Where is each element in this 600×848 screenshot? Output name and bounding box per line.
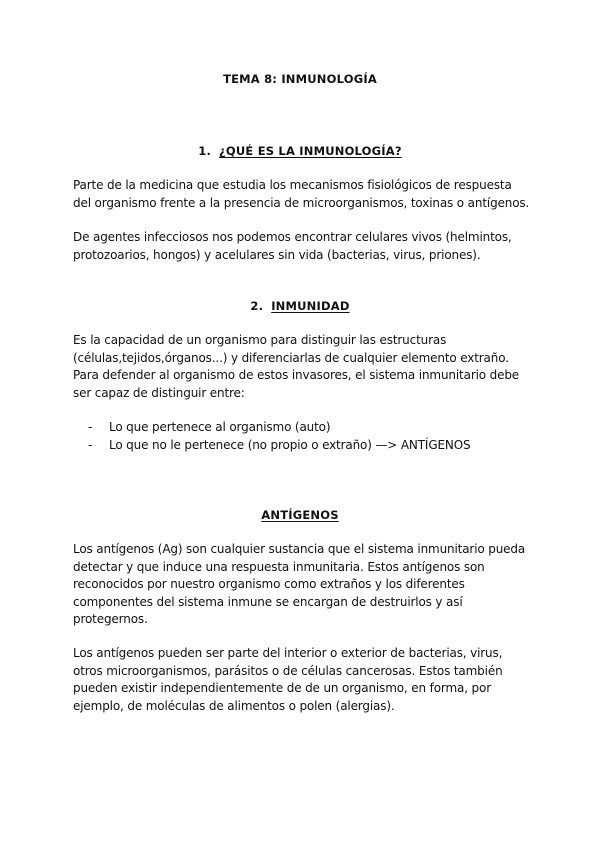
text-line: Es la capacidad de un organismo para distinguir las estructuras bbox=[73, 333, 447, 347]
section-2-paragraph bbox=[73, 332, 543, 402]
section-3-heading bbox=[0, 508, 600, 522]
text-line: reconocidos por nuestro organismo como extraños y los diferentes bbox=[73, 577, 465, 591]
bullet-marker: - bbox=[88, 420, 93, 434]
text-line: pueden existir independientemente de de un organismo, en forma, por bbox=[73, 681, 491, 695]
section-2-number: 2. bbox=[250, 299, 264, 313]
text-line: protegernos. bbox=[73, 612, 148, 626]
section-3-paragraph-2 bbox=[73, 645, 543, 715]
document-title: TEMA 8: INMUNOLOGÍA bbox=[223, 72, 377, 86]
section-2-bullet-list bbox=[88, 419, 471, 454]
text-line: Los antígenos (Ag) son cualquier sustancia que el sistema inmunitario pueda bbox=[73, 542, 526, 556]
section-2-title: INMUNIDAD bbox=[271, 299, 350, 313]
section-3-paragraph-1 bbox=[73, 541, 543, 629]
text-line: otros microorganismos, parásitos o de células cancerosas. Estos también bbox=[73, 663, 503, 678]
section-1-paragraph-1 bbox=[73, 177, 543, 212]
text-line: componentes del sistema inmune se encargan de destruirlos y así bbox=[73, 594, 463, 609]
section-1-title: ¿QUÉ ES LA INMUNOLOGÍA? bbox=[219, 144, 402, 158]
text-line: ser capaz de distinguir entre: bbox=[73, 385, 245, 400]
text-line: Para defender al organismo de estos invasores, el sistema inmunitario debe bbox=[73, 368, 520, 382]
list-item-text: Lo que no le pertenece (no propio o extraño) —> ANTÍGENOS bbox=[109, 437, 471, 452]
section-3-title: ANTÍGENOS bbox=[261, 508, 339, 522]
list-item-text: Lo que pertenece al organismo (auto) bbox=[109, 420, 331, 434]
text-line: (células,tejidos,órganos...) y diferenciarlas de cualquier elemento extraño. bbox=[73, 350, 509, 365]
list-item bbox=[88, 419, 471, 437]
text-line: del organismo frente a la presencia de microorganismos, toxinas o antígenos. bbox=[73, 195, 530, 210]
text-line: De agentes infecciosos nos podemos encontrar celulares vivos (helmintos, bbox=[73, 230, 512, 244]
section-1-number: 1. bbox=[198, 144, 212, 158]
text-line: protozoarios, hongos) y acelulares sin vida (bacterias, virus, priones). bbox=[73, 247, 481, 262]
section-1-paragraph-2 bbox=[73, 229, 543, 264]
list-item bbox=[88, 437, 471, 455]
bullet-marker: - bbox=[88, 437, 93, 452]
text-line: Los antígenos pueden ser parte del interior o exterior de bacterias, virus, bbox=[73, 646, 503, 660]
text-line: Parte de la medicina que estudia los mecanismos fisiológicos de respuesta bbox=[73, 178, 512, 192]
section-1-heading bbox=[0, 144, 600, 158]
text-line: ejemplo, de moléculas de alimentos o polen (alergias). bbox=[73, 698, 395, 713]
text-line: detectar y que induce una respuesta inmunitaria. Estos antígenos son bbox=[73, 559, 485, 574]
section-2-heading bbox=[0, 299, 600, 313]
